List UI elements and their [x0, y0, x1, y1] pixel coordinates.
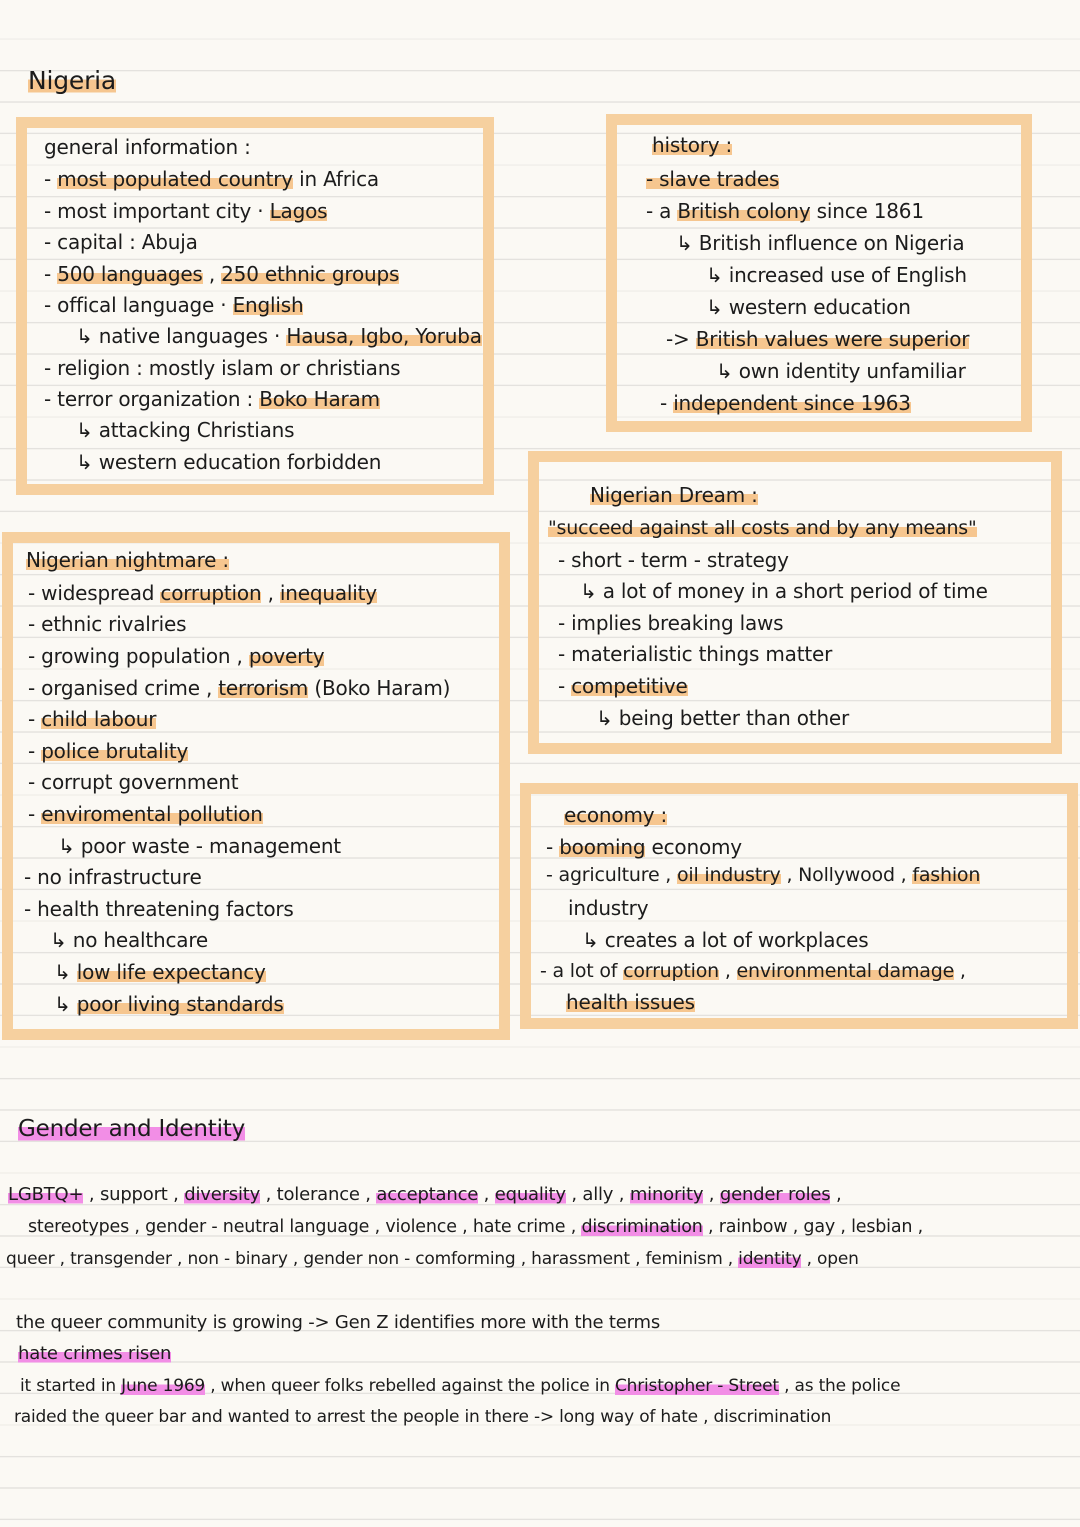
general-line: - terror organization : Boko Haram — [44, 387, 380, 411]
paragraph-line: raided the queer bar and wanted to arrest the people in there -> long way of hate , discrimination — [14, 1407, 832, 1427]
economy-line: ↳ creates a lot of workplaces — [582, 928, 869, 952]
nightmare-line: ↳ poor waste - management — [58, 834, 341, 858]
dream-line: - implies breaking laws — [558, 611, 784, 635]
general-line: - most important city · Lagos — [44, 199, 328, 223]
vocabulary-line: LGBTQ+ , support , diversity , tolerance , acceptance , equality , ally , minority , gender roles , — [8, 1184, 842, 1205]
history-line: ↳ increased use of English — [706, 263, 967, 287]
economy-line: industry — [568, 896, 649, 920]
general-line: - capital : Abuja — [44, 230, 198, 254]
nightmare-line: - enviromental pollution — [28, 802, 263, 826]
general-line: - most populated country in Africa — [44, 167, 379, 191]
nightmare-line: - ethnic rivalries — [28, 612, 187, 636]
nightmare-line: ↳ no healthcare — [50, 928, 209, 952]
nightmare-line: - organised crime , terrorism (Boko Haram) — [28, 676, 451, 700]
dream-line: - competitive — [558, 674, 688, 698]
paragraph-line: it started in June 1969 , when queer folks rebelled against the police in Christopher - Street , as the police — [20, 1376, 901, 1396]
history-line: ↳ western education — [706, 295, 911, 319]
dream-line: - short - term - strategy — [558, 548, 789, 572]
dream-line: - materialistic things matter — [558, 642, 833, 666]
vocabulary-line: stereotypes , gender - neutral language , violence , hate crime , discrimination , rainbow , gay , lesbian , — [28, 1217, 923, 1237]
history-line: - independent since 1963 — [660, 391, 911, 415]
economy-line: - booming economy — [546, 835, 742, 859]
nightmare-line: ↳ low life expectancy — [54, 960, 266, 984]
gender-identity-title: Gender and Identity — [18, 1116, 245, 1142]
vocabulary-line: queer , transgender , non - binary , gender non - comforming , harassment , feminism , identity , open — [6, 1249, 859, 1269]
page-title: Nigeria — [28, 66, 117, 95]
general-heading: general information : — [44, 135, 251, 159]
nightmare-heading: Nigerian nightmare : — [26, 548, 229, 572]
history-heading: history : — [652, 133, 733, 157]
general-line: - offical language · English — [44, 293, 304, 317]
nightmare-line: - child labour — [28, 707, 157, 731]
general-line: ↳ attacking Christians — [76, 418, 295, 442]
nightmare-line: ↳ poor living standards — [54, 992, 284, 1016]
nightmare-line: - police brutality — [28, 739, 189, 763]
dream-line: ↳ a lot of money in a short period of time — [580, 579, 988, 603]
nightmare-line: - growing population , poverty — [28, 644, 325, 668]
general-line: - 500 languages , 250 ethnic groups — [44, 262, 400, 286]
history-line: ↳ own identity unfamiliar — [716, 359, 966, 383]
history-line: ↳ British influence on Nigeria — [676, 231, 965, 255]
general-line: ↳ western education forbidden — [76, 450, 382, 474]
economy-line: health issues — [566, 990, 695, 1014]
paragraph-line: hate crimes risen — [18, 1343, 172, 1364]
economy-line: - a lot of corruption , environmental damage , — [540, 960, 966, 982]
dream-quote: "succeed against all costs and by any means" — [548, 517, 977, 539]
general-line: - religion : mostly islam or christians — [44, 356, 401, 380]
history-line: - a British colony since 1861 — [646, 199, 924, 223]
dream-line: ↳ being better than other — [596, 706, 850, 730]
history-line: - slave trades — [646, 167, 780, 191]
paragraph-line: the queer community is growing -> Gen Z identifies more with the terms — [16, 1312, 661, 1333]
economy-line: - agriculture , oil industry , Nollywood , fashion — [546, 864, 981, 886]
general-line: ↳ native languages · Hausa, Igbo, Yoruba — [76, 324, 482, 348]
nightmare-line: - health threatening factors — [24, 897, 294, 921]
dream-heading: Nigerian Dream : — [590, 483, 758, 507]
history-line: -> British values were superior — [666, 327, 970, 351]
nightmare-line: - widespread corruption , inequality — [28, 581, 377, 605]
economy-heading: economy : — [564, 803, 668, 827]
nightmare-line: - no infrastructure — [24, 865, 202, 889]
nightmare-line: - corrupt government — [28, 770, 239, 794]
